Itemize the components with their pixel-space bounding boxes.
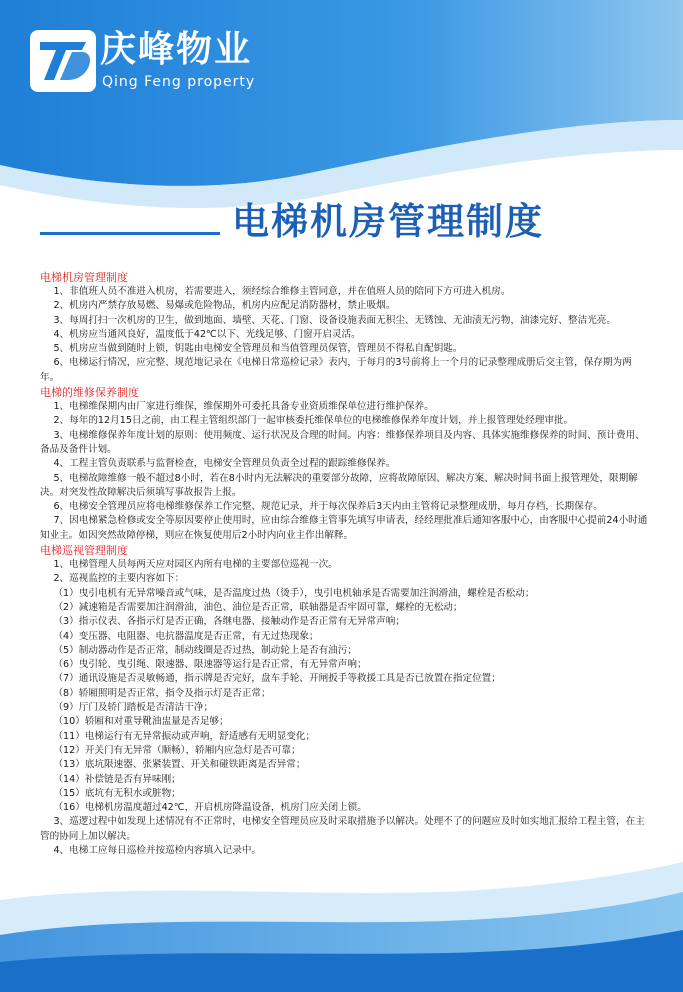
brand-name-cn: 庆峰物业: [100, 29, 253, 70]
sub-list-item: （15）底坑有无积水或脏物；: [53, 787, 181, 799]
section-heading: 电梯巡视管理制度: [40, 544, 128, 558]
list-item: 7、因电梯紧急检修或安全等原因要停止使用时，应由综合维修主管事先填写申请表，经经理批准后通知客服中心，由客服中心提前24小时通知业主。如因突然故障停梯，则应在恢复使用后2小时内向业主作出解释。: [40, 515, 648, 541]
document-body: [40, 270, 650, 858]
brand-name-en: Qing Feng property: [102, 74, 256, 90]
company-logo-icon: [30, 30, 96, 92]
list-item: 6、电梯安全管理员应将电梯维修保养工作完整、规范记录，并于每次保养后3天内由主管将记录整理成册，每月存档，长期保存。: [53, 501, 603, 513]
section-heading: 电梯机房管理制度: [40, 271, 128, 284]
sub-list-item: （1）曳引电机有无异常噪音或气味，是否温度过热（烫手），曳引电机轴承是否需要加注润滑油，螺栓是否松动；: [53, 587, 535, 599]
list-item: 5、电梯故障维修一般不超过8小时，若在8小时内无法解决的重要部分故障，应将故障原因、解决方案、解决时间书面上报管理处，限期解决。对突发性故障解决后须填写事故报告上报。: [40, 472, 638, 498]
list-item: 2、巡视监控的主要内容如下：: [53, 573, 185, 585]
list-item: 1、电梯管理人员每两天应对园区内所有电梯的主要部位巡视一次。: [53, 559, 338, 571]
sub-list-item: （8）轿厢照明是否正常，指令及指示灯是否正常；: [53, 687, 271, 699]
sub-list-item: （7）通讯设施是否灵敏畅通，指示牌是否完好，盘车手轮、开闸扳手等救援工具是否已放置在指定位置；: [53, 673, 501, 685]
sub-list-item: （16）电梯机房温度超过42℃，开启机房降温设备，机房门应关闭上锁。: [53, 802, 367, 814]
list-item: 3、巡逻过程中如发现上述情况有不正常时，电梯安全管理员应及时采取措施予以解决。处理不了的问题应及时如实地汇报给工程主管，在主管的协同上加以解决。: [40, 816, 645, 842]
sub-list-item: （11）电梯运行有无异常振动或声响，舒适感有无明显变化；: [53, 730, 316, 742]
list-item: 2、机房内严禁存放易燃、易爆或危险物品，机房内应配足消防器材，禁止吸烟。: [53, 300, 396, 312]
sub-list-item: （10）轿厢和对重导靴油盅量是否足够；: [53, 716, 229, 728]
title-divider: [40, 232, 220, 235]
sub-list-item: （2）减速箱是否需要加注润滑油，油色、油位是否正常，联轴器是否牢固可靠，螺栓的无松动；: [53, 601, 463, 613]
sub-list-item: （5）制动器动作是否正常，制动线圈是否过热，制动轮上是否有油污；: [53, 644, 357, 656]
list-item: 6、电梯运行情况，应完整、规范地记录在《电梯日常巡检记录》表内，于每月的3号前将上一个月的记录整理成册后交主管，保存期为两年。: [40, 357, 632, 383]
list-item: 3、电梯维修保养年度计划的原则：使用频度、运行状况及合理的时间。内容：维修保养项目及内容、具体实施维修保养的时间、预计费用、备品及备件计划。: [40, 429, 645, 455]
list-item: 1、非值班人员不准进入机房，若需要进入，须经综合维修主管同意，并在值班人员的陪同下方可进入机房。: [53, 286, 511, 297]
list-item: 4、电梯工应每日巡检并按巡检内容填入记录中。: [53, 844, 262, 856]
list-item: 4、机房应当通风良好，温度低于42℃以下、光线足够、门窗开启灵活。: [53, 328, 361, 340]
list-item: 5、机房应当做到随时上锁，钥匙由电梯安全管理员和当值管理员保管，管理员不得私自配钥匙。: [53, 343, 463, 355]
sub-list-item: （13）底坑限速器、张紧装置、开关和碰铁距离是否异常；: [53, 759, 306, 771]
sub-list-item: （3）指示仪表、各指示灯是否正确，各继电器、接触动作是否正常有无异常声响；: [53, 616, 405, 628]
list-item: 4、工程主管负责联系与监督检查，电梯安全管理员负责全过程的跟踪维修保养。: [53, 458, 396, 470]
sub-list-item: （6）曳引轮、曳引绳、限速器、限速器等运行是否正常，有无异常声响；: [53, 659, 367, 671]
sub-list-item: （12）开关门有无异常（顺畅），轿厢内应急灯是否可靠；: [53, 744, 301, 756]
list-item: 2、每年的12月15日之前，由工程主管组织部门一起审核委托维保单位的电梯维修保养年度计划，并上报管理处经理审批。: [53, 415, 574, 427]
sub-list-item: （14）补偿链是否有异味刚；: [53, 773, 181, 785]
page-title: 电梯机房管理制度: [232, 200, 544, 243]
section-heading: 电梯的维修保养制度: [40, 386, 139, 400]
sub-list-item: （9）厅门及轿门踏板是否清洁干净；: [53, 702, 214, 714]
sub-list-item: （4）变压器、电阻器、电抗器温度是否正常，有无过热现象；: [53, 630, 319, 642]
list-item: 1、电梯维保期内由厂家进行维保，维保期外可委托具备专业资质维保单位进行维护保养。: [53, 401, 434, 413]
list-item: 3、每周打扫一次机房的卫生，做到地面、墙壁、天花、门窗、设备设施表面无积尘、无锈蚀、无油渍无污物，油漆完好、整洁光亮。: [53, 314, 616, 326]
